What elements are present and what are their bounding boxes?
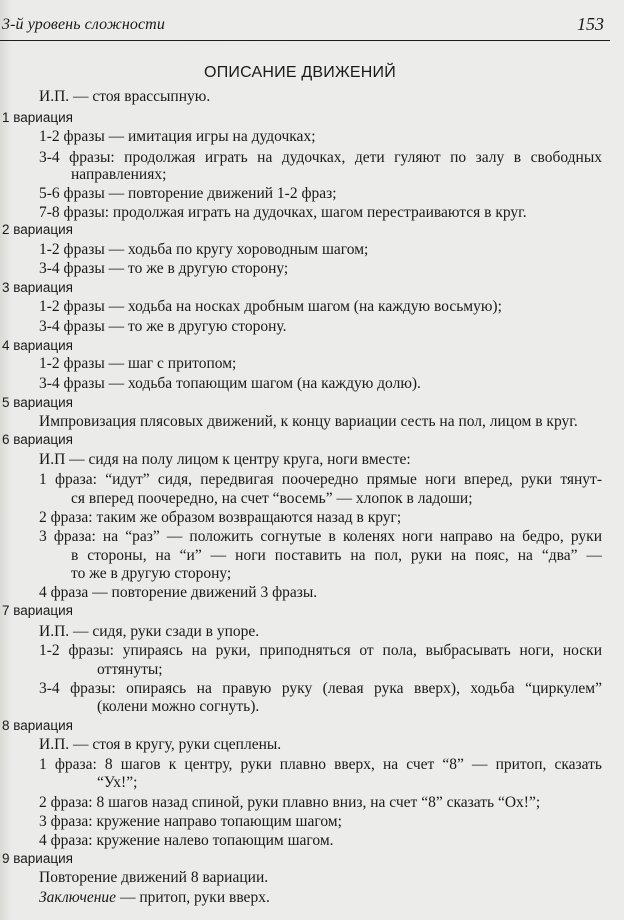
variation-3-label: 3 вариация xyxy=(2,280,73,295)
text-line: 2 фраза: таким же образом возвращаются назад в круг; xyxy=(39,509,402,526)
text-line: 4 фраза — повторение движений 3 фразы. xyxy=(39,584,318,601)
text-line: 4 фраза: кружение налево топающим шагом. xyxy=(39,832,334,849)
text-line: 1-2 фразы — ходьба на носках дробным шагом (на каждую восьмую); xyxy=(39,298,502,315)
text-line: 1-2 фразы — ходьба по кругу хороводным шагом; xyxy=(39,241,369,258)
text-line: 3 фраза: на “раз” — положить согнутые в коленях ноги направо на бедро, руки xyxy=(39,528,602,545)
variation-5-label: 5 вариация xyxy=(2,395,73,410)
text-line: 3-4 фразы: опираясь на правую руку (левая рука вверх), ходьба “циркулем” xyxy=(39,680,602,697)
running-header xyxy=(0,14,610,41)
starting-position-line: И.П. — стоя врассыпную. xyxy=(39,88,211,105)
text-line: И.П — сидя на полу лицом к центру круга, ноги вместе: xyxy=(39,451,411,468)
text-line: Повторение движений 8 вариации. xyxy=(39,869,269,886)
variation-9-label: 9 вариация xyxy=(2,851,73,866)
text-line: “Ух!”; xyxy=(97,774,138,791)
text-line: 3 фраза: кружение направо топающим шагом; xyxy=(39,813,342,830)
conclusion-label: Заключение xyxy=(39,889,117,906)
text-line: в стороны, на “и” — ноги поставить на пол, руки на пояс, на “два” — xyxy=(71,547,602,564)
text-line: 2 фраза: 8 шагов назад спиной, руки плавно вниз, на счет “8” сказать “Ох!”; xyxy=(39,794,541,811)
text-line: (колени можно согнуть). xyxy=(97,698,260,715)
page-number: 153 xyxy=(577,14,604,34)
text-line: 3-4 фразы: продолжая играть на дудочках, дети гуляют по залу в свободных xyxy=(39,149,602,166)
section-title: ОПИСАНИЕ ДВИЖЕНИЙ xyxy=(204,64,396,81)
text-line: И.П. — сидя, руки сзади в упоре. xyxy=(39,623,260,640)
conclusion-line xyxy=(39,888,270,908)
text-line: то же в другую сторону; xyxy=(71,565,232,582)
variation-7-label: 7 вариация xyxy=(2,603,73,618)
text-line: И.П. — стоя в кругу, руки сцеплены. xyxy=(39,736,282,753)
text-line: 1-2 фразы — имитация игры на дудочках; xyxy=(39,128,316,145)
chapter-title: 3-й уровень сложности xyxy=(2,16,165,33)
variation-4-label: 4 вариация xyxy=(2,338,73,353)
text-line: оттянуты; xyxy=(97,661,163,678)
text-line: 1-2 фразы: упираясь на руки, приподняться от пола, выбрасывать ноги, носки xyxy=(39,642,602,659)
text-line: 3-4 фразы — то же в другую сторону. xyxy=(39,318,287,335)
text-line: 3-4 фразы — то же в другую сторону; xyxy=(39,260,289,277)
variation-2-label: 2 вариация xyxy=(2,222,73,237)
text-line: 1-2 фразы — шаг с притопом; xyxy=(39,355,237,372)
text-line: ся вперед поочередно, на счет “восемь” — хлопок в ладоши; xyxy=(71,490,473,507)
variation-6-label: 6 вариация xyxy=(2,432,73,447)
text-line: 1 фраза: “идут” сидя, передвигая поочередно прямые ноги вперед, руки тянут- xyxy=(39,471,602,488)
text-line: направлениях; xyxy=(71,166,167,183)
variation-1-label: 1 вариация xyxy=(2,110,73,125)
variation-8-label: 8 вариация xyxy=(2,718,73,733)
conclusion-text: — притоп, руки вверх. xyxy=(119,889,270,906)
text-line: 7-8 фразы: продолжая играть на дудочках, шагом перестраиваются в круг. xyxy=(39,204,527,221)
text-line: Импровизация плясовых движений, к концу вариации сесть на пол, лицом в круг. xyxy=(39,413,578,430)
text-line: 1 фраза: 8 шагов к центру, руки плавно вверх, на счет “8” — притоп, сказать xyxy=(39,756,602,773)
text-line: 5-6 фразы — повторение движений 1-2 фраз; xyxy=(39,185,337,202)
text-line: 3-4 фразы — ходьба топающим шагом (на каждую долю). xyxy=(39,375,421,392)
